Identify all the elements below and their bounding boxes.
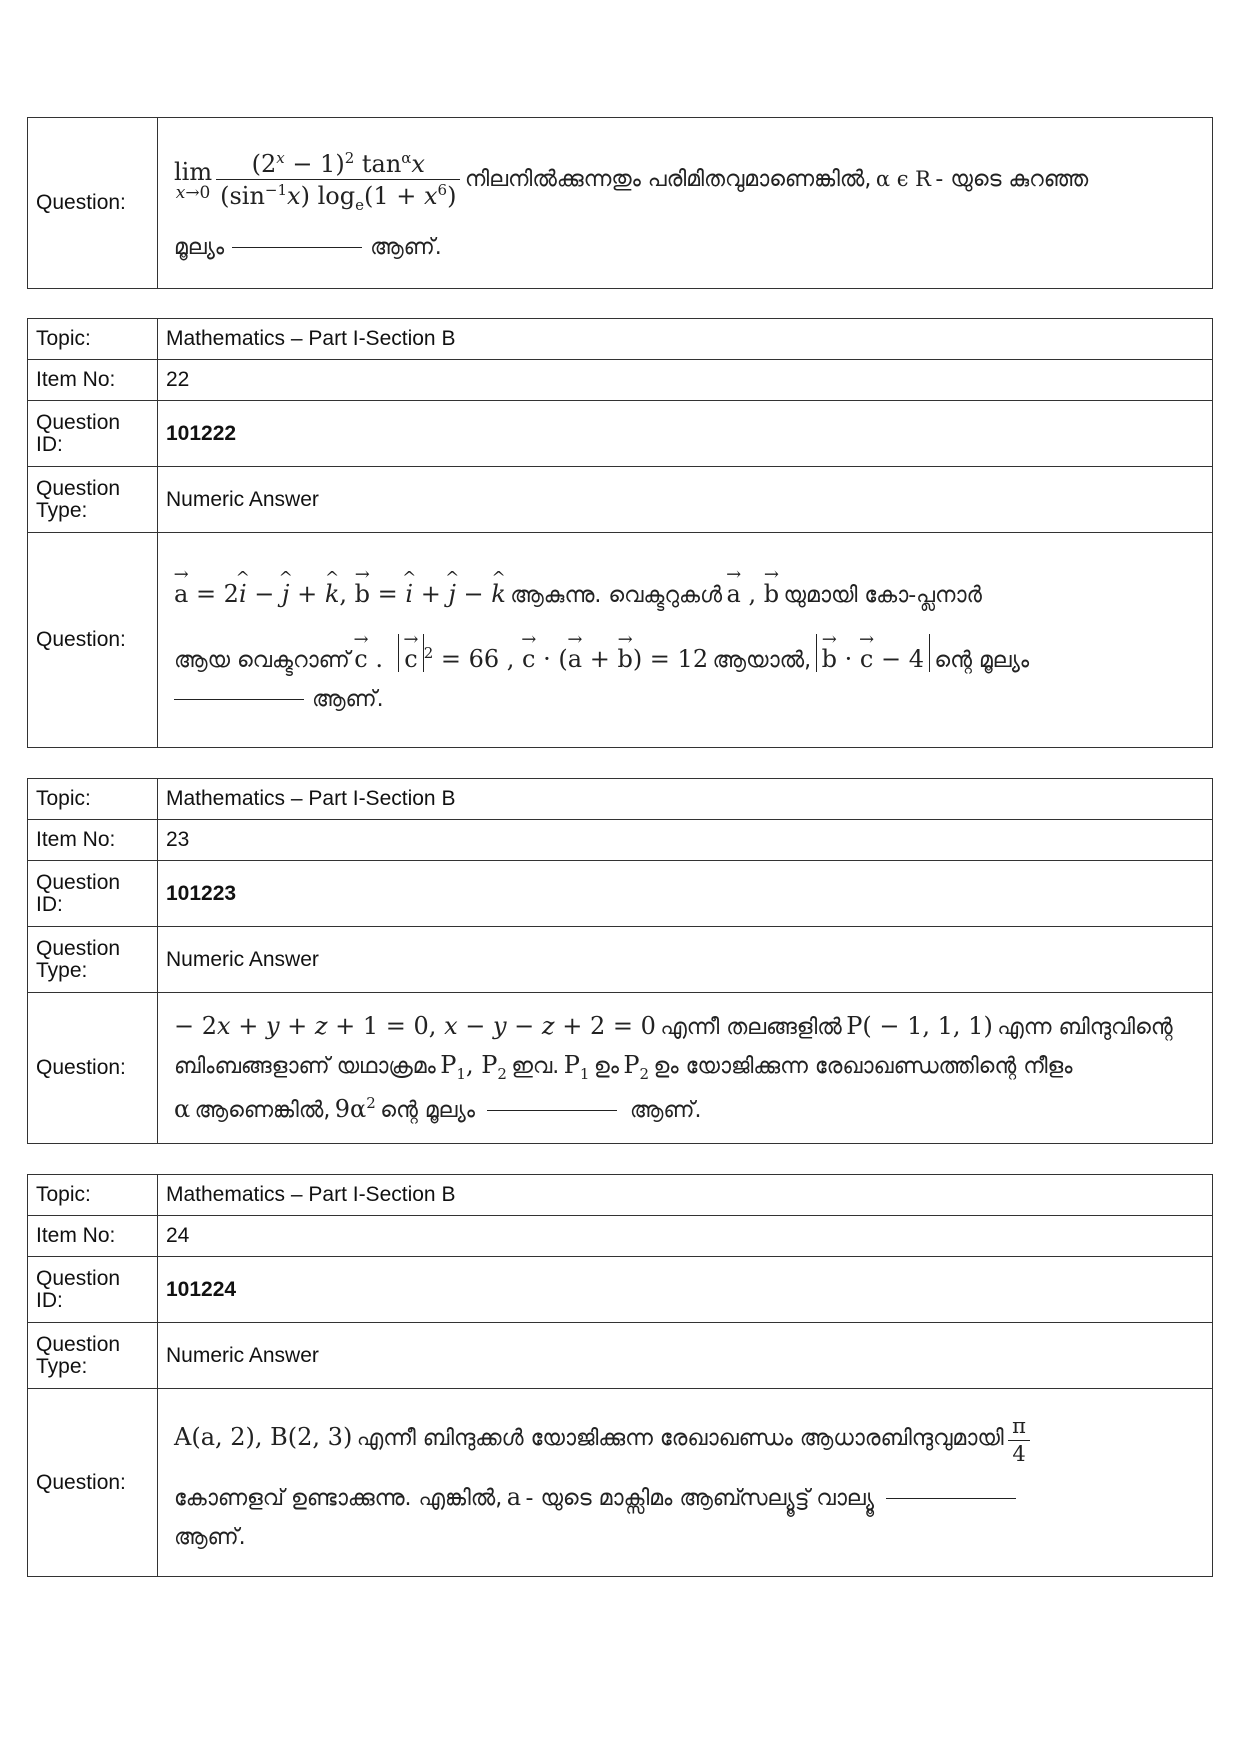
- answer-blank: [174, 699, 304, 700]
- question-text: ആണ്.: [370, 235, 442, 261]
- question-text: ആണ്.: [312, 686, 384, 712]
- vector-a-definition: → a = 2^ i − ^ j + ^ k, → b = ^ i + ^ j − ^ k: [174, 580, 506, 608]
- nine-alpha-squared: $9\alpha^2$: [334, 1093, 376, 1123]
- question-text: ന്റെ മൂല്യം: [380, 1097, 475, 1123]
- question-text: എന്നീ തലങ്ങളിൽ: [660, 1015, 842, 1041]
- point-p2: $P_2$: [623, 1051, 650, 1084]
- topic-value: Mathematics – Part I-Section B: [158, 1175, 1213, 1216]
- question-text: ബിംബങ്ങളാണ് യഥാക്രമം: [174, 1054, 436, 1080]
- question-text: ഉം: [593, 1054, 619, 1080]
- question-table-22: [27, 318, 1213, 748]
- question-label: Question:: [28, 533, 158, 748]
- topic-label: Topic:: [28, 319, 158, 360]
- expression-abs: → b · → c − 4: [816, 634, 930, 672]
- points-a-b: A(a, 2), B(2, 3): [174, 1422, 353, 1451]
- topic-value: Mathematics – Part I-Section B: [158, 319, 1213, 360]
- points-p1-p2: $P_1$, $P_2$: [440, 1051, 507, 1084]
- question-id-value: 101223: [158, 861, 1213, 927]
- question-type-label: Question Type:: [28, 467, 158, 533]
- item-no-label: Item No:: [28, 360, 158, 401]
- item-no-value: 23: [158, 820, 1213, 861]
- question-type-label: Question Type:: [28, 927, 158, 993]
- question-text: ആണ്.: [629, 1097, 702, 1123]
- question-type-value: Numeric Answer: [158, 927, 1213, 993]
- question-text: എന്ന ബിന്ദുവിന്റെ: [997, 1015, 1173, 1041]
- vectors-a-b: → a , → b: [727, 580, 780, 608]
- question-text: യുമായി കോ-പ്ലനാർ: [783, 582, 982, 608]
- question-type-value: Numeric Answer: [158, 1323, 1213, 1389]
- point-p: P( − 1, 1, 1): [846, 1012, 993, 1041]
- item-no-value: 22: [158, 360, 1213, 401]
- answer-blank: [232, 247, 362, 248]
- question-text: നിലനിൽക്കുന്നതും പരിമിതവുമാണെങ്കിൽ,: [464, 166, 872, 192]
- item-no-value: 24: [158, 1216, 1213, 1257]
- vector-c-conditions: → c . → c $^2$ = 66 , → c · (→ a + → b) = 12: [354, 645, 708, 673]
- question-text: മൂല്യം: [174, 235, 225, 261]
- question-text: എന്നീ ബിന്ദുക്കൾ യോജിക്കുന്ന രേഖാഖണ്ഡം ആധാരബിന്ദുവുമായി: [356, 1425, 1004, 1451]
- item-no-label: Item No:: [28, 820, 158, 861]
- item-no-label: Item No:: [28, 1216, 158, 1257]
- question-table-prev: [27, 117, 1213, 289]
- question-table-24: [27, 1174, 1213, 1577]
- question-text: ആണെങ്കിൽ,: [194, 1097, 331, 1123]
- question-content: [158, 1389, 1213, 1577]
- question-text: കോണളവ് ഉണ്ടാക്കുന്നു. എങ്കിൽ,: [174, 1486, 503, 1512]
- question-table-23: [27, 778, 1213, 1144]
- question-text: ആയ വെക്ടറാണ്: [174, 647, 350, 673]
- question-label: Question:: [28, 993, 158, 1144]
- question-id-value: 101224: [158, 1257, 1213, 1323]
- question-id-label: Question ID:: [28, 1257, 158, 1323]
- alpha-symbol: α: [174, 1094, 191, 1123]
- topic-value: Mathematics – Part I-Section B: [158, 779, 1213, 820]
- variable-a: a: [506, 1483, 522, 1512]
- question-text: - യുടെ മാക്സിമം ആബ്സല്യൂട്ട് വാല്യൂ: [525, 1486, 874, 1512]
- question-text: - യുടെ കുറഞ്ഞ: [935, 166, 1089, 192]
- question-content: [158, 533, 1213, 748]
- question-text: ഉം യോജിക്കുന്ന രേഖാഖണ്ഡത്തിന്റെ നീളം: [653, 1054, 1073, 1080]
- question-text: ന്റെ മൂല്യം: [934, 647, 1030, 673]
- answer-blank: [487, 1110, 617, 1111]
- question-text: ആണ്.: [174, 1525, 246, 1551]
- point-p1: $P_1$: [563, 1051, 590, 1084]
- topic-label: Topic:: [28, 1175, 158, 1216]
- question-type-value: Numeric Answer: [158, 467, 1213, 533]
- limit-operator: lim x→0: [174, 157, 213, 204]
- limit-fraction: $\frac{(2^x - 1)^2 \tan^\alpha x}{(\sin^{-1}x) \log_e(1 + x^6)}$: [216, 150, 460, 214]
- question-text: ആയാൽ,: [712, 647, 812, 673]
- question-label: Question:: [28, 118, 158, 289]
- question-content: [158, 118, 1213, 289]
- question-label: Question:: [28, 1389, 158, 1577]
- question-id-label: Question ID:: [28, 401, 158, 467]
- topic-label: Topic:: [28, 779, 158, 820]
- question-content: [158, 993, 1213, 1144]
- question-id-value: 101222: [158, 401, 1213, 467]
- question-type-label: Question Type:: [28, 1323, 158, 1389]
- question-text: ആകുന്നു. വെക്ടറുകൾ: [510, 582, 723, 608]
- answer-blank: [886, 1498, 1016, 1499]
- question-id-label: Question ID:: [28, 861, 158, 927]
- plane-equations: − 2x + y + z + 1 = 0, x − y − z + 2 = 0: [174, 1012, 656, 1041]
- question-math: α ϵ R: [875, 166, 931, 191]
- pi-over-four: $\frac{\pi}{4}$: [1008, 1415, 1030, 1466]
- question-text: ഇവ.: [511, 1054, 560, 1080]
